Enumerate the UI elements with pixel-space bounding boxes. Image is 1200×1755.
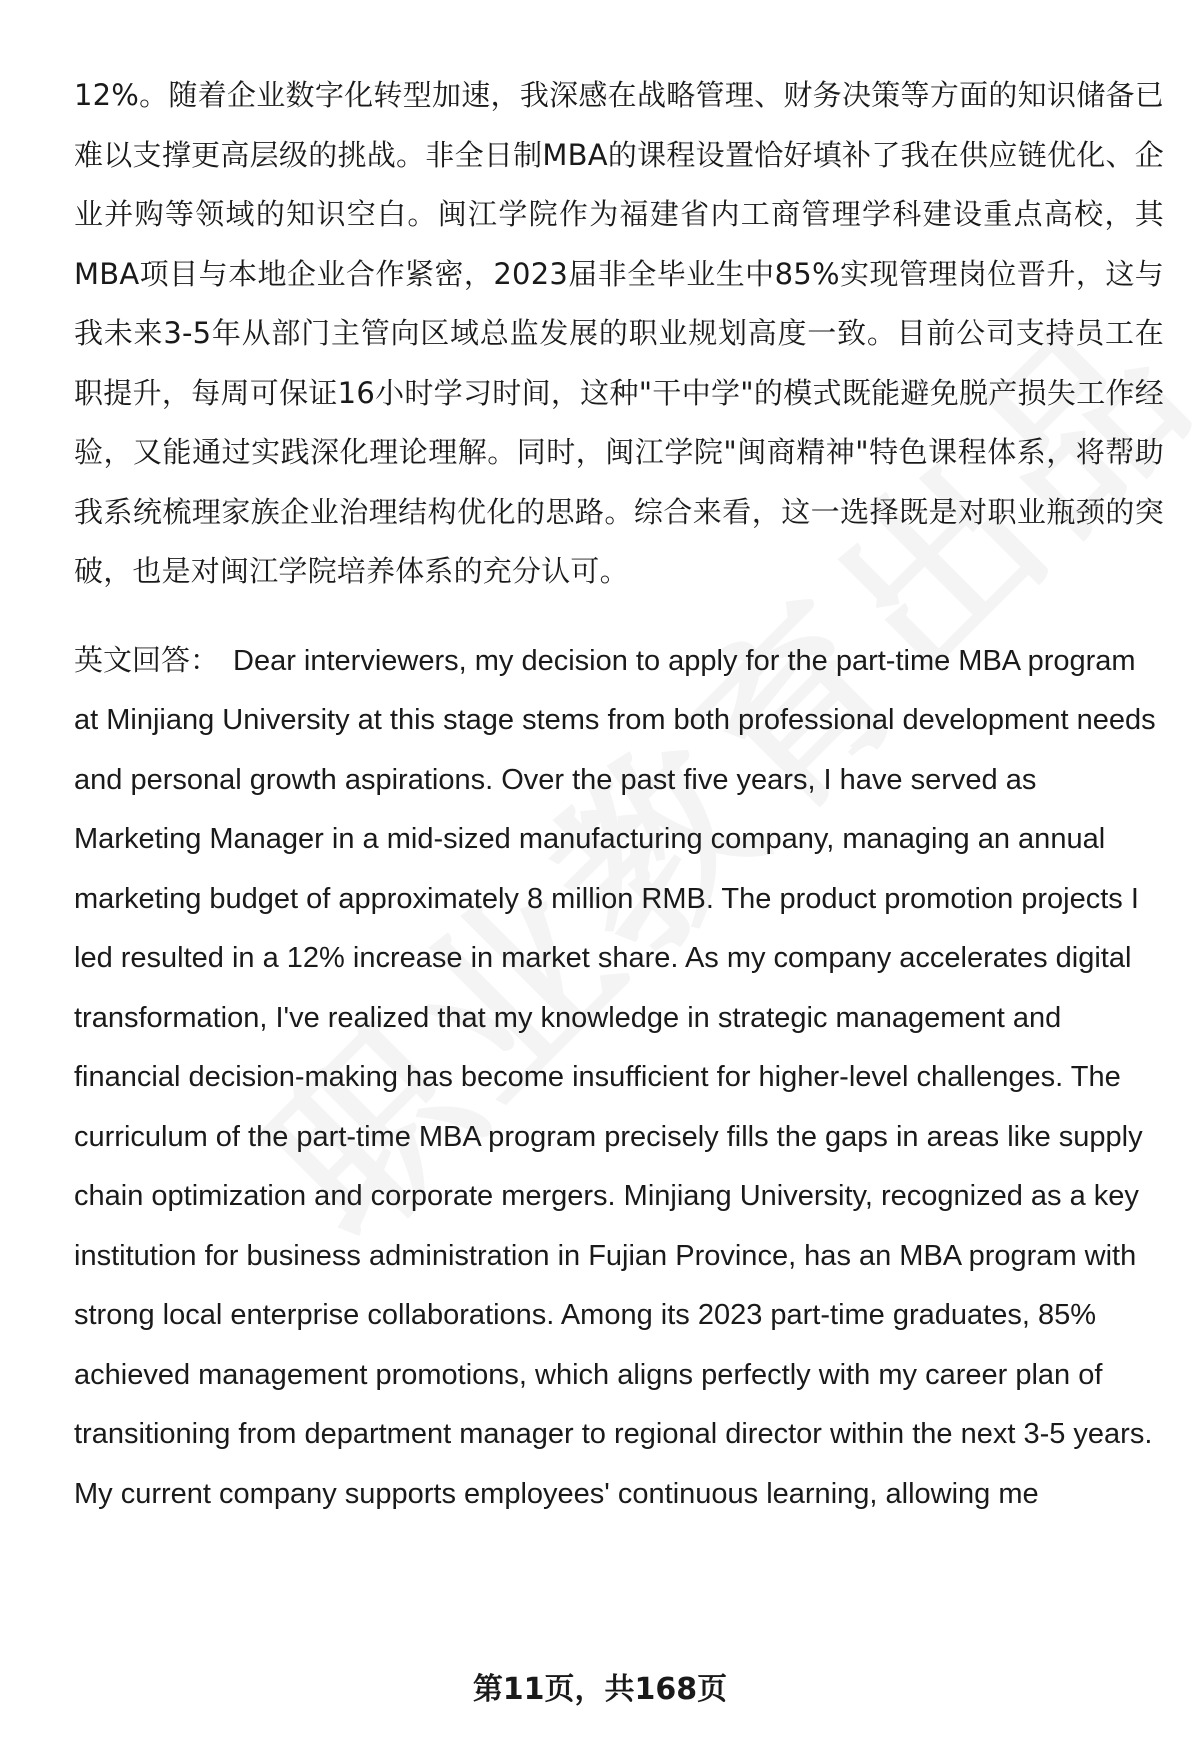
document-body	[74, 66, 1164, 1524]
english-answer-paragraph	[74, 632, 1164, 1525]
english-answer-label: 英文回答：	[74, 644, 220, 677]
chinese-answer-paragraph: 12%。随着企业数字化转型加速，我深感在战略管理、财务决策等方面的知识储备已难以支撑更高层级的挑战。非全日制MBA的课程设置恰好填补了我在供应链优化、企业并购等领域的知识空白。闽江学院作为福建省内工商管理学科建设重点高校，其MBA项目与本地企业合作紧密，2023届非全毕业生中85%实现管理岗位晋升，这与我未来3-5年从部门主管向区域总监发展的职业规划高度一致。目前公司支持员工在职提升，每周可保证16小时学习时间，这种"干中学"的模式既能避免脱产损失工作经验，又能通过实践深化理论理解。同时，闽江学院"闽商精神"特色课程体系，将帮助我系统梳理家族企业治理结构优化的思路。综合来看，这一选择既是对职业瓶颈的突破，也是对闽江学院培养体系的充分认可。	[74, 78, 1164, 588]
english-answer-text: Dear interviewers, my decision to apply for the part-time MBA program at Minjiang University at this stage stems from both professional development needs and personal growth aspirations. Over the past five years, I have served as Marketing Manager in a mid-sized manufacturing company, managing an annual marketing budget of approximately 8 million RMB. The product promotion projects I led resulted in a 12% increase in market share. As my company accelerates digital transformation, I've realized that my knowledge in strategic management and financial decision-making has become insufficient for higher-level challenges. The curriculum of the part-time MBA program precisely fills the gaps in areas like supply chain optimization and corporate mergers. Minjiang University, recognized as a key institution for business administration in Fujian Province, has an MBA program with strong local enterprise collaborations. Among its 2023 part-time graduates, 85% achieved management promotions, which aligns perfectly with my career plan of transitioning from department manager to regional director within the next 3-5 years. My current company supports employees' continuous learning, allowing me	[74, 644, 1156, 1510]
page-indicator: 第11页，共168页	[472, 1672, 728, 1707]
